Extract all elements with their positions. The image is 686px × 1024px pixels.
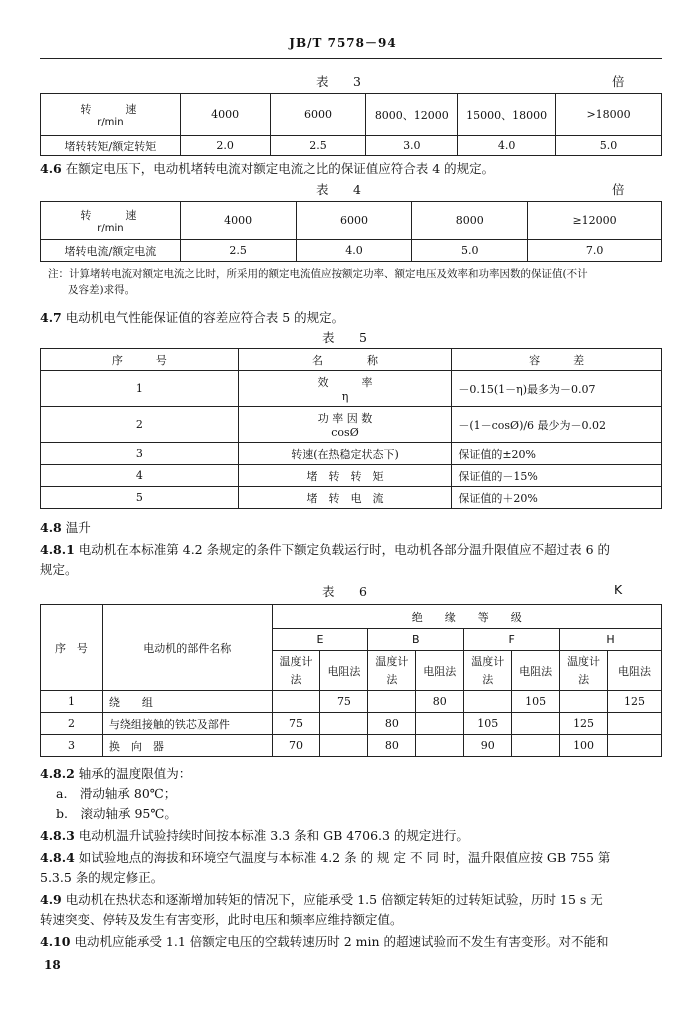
- table-cell: 1: [41, 691, 103, 713]
- name-line: 效 率: [317, 376, 373, 389]
- table-cell: 80: [368, 735, 416, 757]
- speed-unit: r/min: [97, 223, 124, 234]
- para-4-8-3: [40, 826, 666, 846]
- table-cell: 2.0: [180, 136, 270, 156]
- table-cell: 2.5: [270, 136, 366, 156]
- para-4-8-4: [40, 848, 666, 888]
- table-cell: 8000: [412, 202, 528, 240]
- para-text: 电动机温升试验持续时间按本标准 3.3 条和 GB 4706.3 的规定进行。: [78, 828, 469, 843]
- table-cell: 3: [41, 735, 103, 757]
- para-4-10: [40, 932, 666, 952]
- para-number: 4.8.3: [40, 828, 75, 843]
- para-number: 4.6: [40, 161, 62, 176]
- table-cell: 保证值的＋20%: [452, 487, 662, 509]
- table3-unit: 倍: [612, 74, 625, 89]
- table5-title: 表 5: [322, 330, 373, 345]
- table-cell: 4.0: [458, 136, 556, 156]
- table-cell: 保证值的±20%: [452, 443, 662, 465]
- table-cell: [416, 735, 464, 757]
- table-cell: 75: [320, 691, 368, 713]
- table-cell: 125: [608, 691, 662, 713]
- document-header: JB/T 7578－94: [289, 36, 397, 50]
- table-cell: 换 向 器: [102, 735, 272, 757]
- para-4-8-1: [40, 540, 666, 580]
- table5-header-no: 序 号: [41, 349, 239, 371]
- table-cell: [416, 713, 464, 735]
- table-cell: [464, 691, 512, 713]
- table4-current-label: 堵转电流/额定电流: [41, 240, 181, 262]
- list-item: b. 滚动轴承 95℃。: [56, 806, 177, 821]
- table-cell: 堵 转 电 流: [238, 487, 452, 509]
- table-cell: 3: [41, 443, 239, 465]
- table-cell: [320, 735, 368, 757]
- table-cell: 80: [416, 691, 464, 713]
- table-cell: [608, 735, 662, 757]
- sub-temp: 温度计法: [368, 651, 416, 691]
- table-cell: 6000: [270, 94, 366, 136]
- class-h: H: [560, 629, 662, 651]
- table4-title: 表 4: [316, 182, 367, 197]
- para-number: 4.7: [40, 310, 62, 325]
- table4: [40, 201, 662, 262]
- table-cell: 4000: [180, 202, 296, 240]
- list-item: a. 滑动轴承 80℃；: [56, 786, 177, 801]
- table-cell: [320, 713, 368, 735]
- table-cell: 105: [464, 713, 512, 735]
- table-cell: 6000: [296, 202, 412, 240]
- table-cell: 90: [464, 735, 512, 757]
- para-text: 电动机电气性能保证值的容差应符合表 5 的规定。: [65, 310, 345, 325]
- para-4-7: [40, 308, 666, 328]
- table-cell: 4000: [180, 94, 270, 136]
- table6-header-insulation: 绝 缘 等 级: [272, 605, 661, 629]
- table6-unit: K: [614, 582, 623, 597]
- table-cell: 2: [41, 713, 103, 735]
- class-b: B: [368, 629, 464, 651]
- table-cell: 70: [272, 735, 320, 757]
- para-number: 4.8: [40, 520, 62, 535]
- class-e: E: [272, 629, 368, 651]
- para-text: 在额定电压下，电动机堵转电流对额定电流之比的保证值应符合表 4 的规定。: [65, 161, 495, 176]
- note-line: 注：计算堵转电流对额定电流之比时，所采用的额定电流值应按额定功率、额定电压及效率和功率因数的保证值(不计: [48, 268, 588, 280]
- class-f: F: [464, 629, 560, 651]
- para-text: 电动机在本标准第 4.2 条规定的条件下额定负载运行时，电动机各部分温升限值应不超过表 6 的: [78, 542, 611, 557]
- para-text: 轴承的温度限值为：: [78, 766, 192, 781]
- table-cell: 15000、18000: [458, 94, 556, 136]
- table-cell: 75: [272, 713, 320, 735]
- para-number: 4.8.1: [40, 542, 75, 557]
- para-4-9: [40, 890, 666, 930]
- sub-temp: 温度计法: [272, 651, 320, 691]
- table-cell: [512, 713, 560, 735]
- table-cell: [608, 713, 662, 735]
- speed-label: 转 速: [80, 103, 141, 116]
- table-cell: [272, 691, 320, 713]
- sub-temp: 温度计法: [464, 651, 512, 691]
- table-cell: 125: [560, 713, 608, 735]
- table3-speed-label: [41, 94, 181, 136]
- speed-unit: r/min: [97, 117, 124, 128]
- table-cell: 100: [560, 735, 608, 757]
- table-cell: [560, 691, 608, 713]
- table-cell: [512, 735, 560, 757]
- table6-header-part: 电动机的部件名称: [102, 605, 272, 691]
- table-cell: 3.0: [366, 136, 458, 156]
- header-rule: [40, 58, 662, 59]
- sub-res: 电阻法: [416, 651, 464, 691]
- table-cell: >18000: [556, 94, 662, 136]
- table-cell: 8000、12000: [366, 94, 458, 136]
- note-line: 及容差)求得。: [68, 284, 136, 296]
- table-cell: 2: [41, 407, 239, 443]
- para-text: 转速突变、停转及发生有害变形，此时电压和频率应维持额定值。: [40, 912, 403, 927]
- table-cell: ≥12000: [528, 202, 662, 240]
- table-cell: [368, 691, 416, 713]
- page-number: 18: [44, 958, 61, 972]
- sub-res: 电阻法: [512, 651, 560, 691]
- para-4-8: [40, 518, 666, 538]
- table4-speed-label: [41, 202, 181, 240]
- para-text: 如试验地点的海拔和环境空气温度与本标准 4.2 条 的 规 定 不 同 时，温升限值应按 GB 755 第: [78, 850, 611, 865]
- table-cell: 堵 转 转 矩: [238, 465, 452, 487]
- para-text: 电动机在热状态和逐渐增加转矩的情况下，应能承受 1.5 倍额定转矩的过转矩试验，历时 15 s 无: [65, 892, 603, 907]
- table4-unit: 倍: [612, 182, 625, 197]
- name-symbol: cosØ: [331, 426, 359, 439]
- table5-header-tol: 容 差: [452, 349, 662, 371]
- table3-title: 表 3: [316, 74, 367, 89]
- para-number: 4.10: [40, 934, 71, 949]
- para-number: 4.8.2: [40, 766, 75, 781]
- para-4-6: [40, 159, 666, 179]
- table-cell: 5: [41, 487, 239, 509]
- para-text: 5.3.5 条的规定修正。: [40, 870, 164, 885]
- table-cell: 4.0: [296, 240, 412, 262]
- sub-temp: 温度计法: [560, 651, 608, 691]
- table-cell: －0.15(1－η)最多为－0.07: [452, 371, 662, 407]
- table-cell: [238, 407, 452, 443]
- table6-title: 表 6: [322, 584, 373, 599]
- sub-res: 电阻法: [320, 651, 368, 691]
- name-line: 功 率 因 数: [317, 412, 373, 425]
- table3-torque-label: 堵转转矩/额定转矩: [41, 136, 181, 156]
- table-cell: 105: [512, 691, 560, 713]
- table4-note: [48, 266, 662, 298]
- table-cell: 4: [41, 465, 239, 487]
- table-cell: 转速(在热稳定状态下): [238, 443, 452, 465]
- table-cell: 80: [368, 713, 416, 735]
- table6-header-no: 序 号: [41, 605, 103, 691]
- table-cell: 绕 组: [102, 691, 272, 713]
- sub-res: 电阻法: [608, 651, 662, 691]
- para-number: 4.8.4: [40, 850, 75, 865]
- table5-header-name: 名 称: [238, 349, 452, 371]
- table6: [40, 604, 662, 757]
- table-cell: 与绕组接触的铁芯及部件: [102, 713, 272, 735]
- table3: [40, 93, 662, 156]
- table-cell: 7.0: [528, 240, 662, 262]
- table-cell: 5.0: [412, 240, 528, 262]
- para-text: 规定。: [40, 562, 78, 577]
- table-cell: [238, 371, 452, 407]
- table-cell: 5.0: [556, 136, 662, 156]
- para-4-8-2: [40, 764, 666, 824]
- table-cell: 2.5: [180, 240, 296, 262]
- para-text: 电动机应能承受 1.1 倍额定电压的空载转速历时 2 min 的超速试验而不发生有害变形。对不能和: [74, 934, 609, 949]
- para-number: 4.9: [40, 892, 62, 907]
- name-symbol: η: [341, 390, 349, 403]
- table5: [40, 348, 662, 509]
- speed-label: 转 速: [80, 209, 141, 222]
- para-text: 温升: [65, 520, 91, 535]
- table-cell: 1: [41, 371, 239, 407]
- table-cell: －(1－cosØ)/6 最少为－0.02: [452, 407, 662, 443]
- table-cell: 保证值的－15%: [452, 465, 662, 487]
